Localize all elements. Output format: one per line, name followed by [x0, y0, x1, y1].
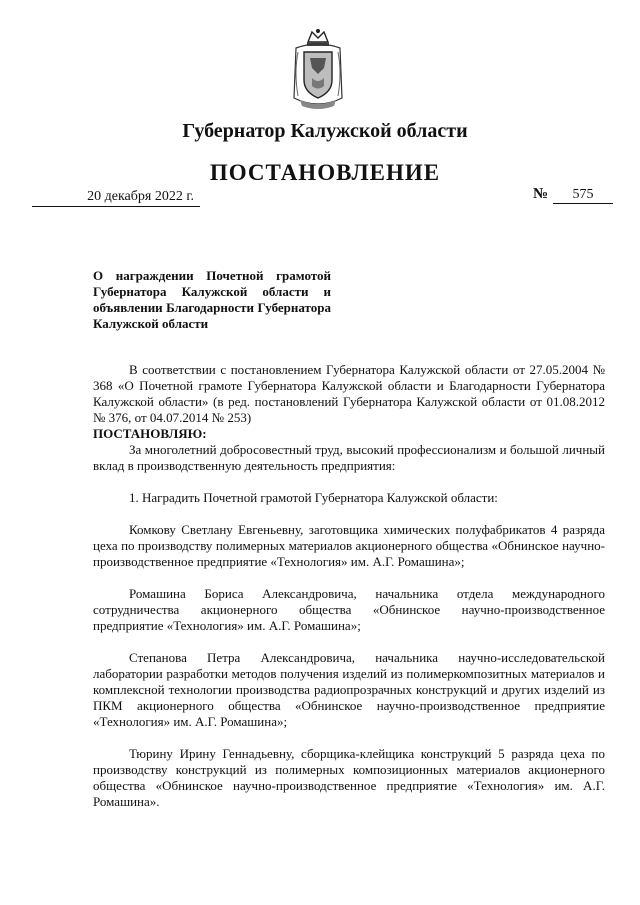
document-body: [93, 362, 605, 810]
preamble: В соответствии с постановлением Губернатора Калужской области от 27.05.2004 № 368 «О Почетной грамоте Губернатора Калужской области и Благодарности Губернатора Калужской области» (в ред. постановлений Губернатора Калужской области от 01.08.2012 № 376, от 04.07.2014 № 253): [93, 362, 605, 425]
awardee-paragraph: Комкову Светлану Евгеньевну, заготовщика химических полуфабрикатов 4 разряда цеха по производству полимерных материалов акционерного общества «Обнинское научно-производственное предприятие «Технология» им. А.Г. Ромашина»;: [93, 522, 605, 569]
awardee-paragraph: Ромашина Бориса Александровича, начальника отдела международного сотрудничества акционерного общества «Обнинское научно-производственное предприятие «Технология» им. А.Г. Ромашина»;: [93, 586, 605, 633]
number-label: №: [533, 186, 549, 202]
document-date: 20 декабря 2022 г.: [32, 188, 200, 207]
awardee-paragraph: Степанова Петра Александровича, начальника научно-исследовательской лаборатории разработки методов получения изделий из полимеркомпозитных материалов и комплексной технологии производства радиопрозрачных конструкций и других изделий из ПКМ акционерного общества «Обнинское научно-производственное предприятие «Технология» им. А.Г. Ромашина»;: [93, 650, 605, 729]
issuer-title: Губернатор Калужской области: [182, 120, 468, 142]
decree-word: ПОСТАНОВЛЯЮ:: [93, 426, 207, 441]
coat-of-arms-icon: [290, 28, 346, 112]
document-subject: О награждении Почетной грамотой Губернатора Калужской области и объявлении Благодарности Губернатора Калужской области: [93, 268, 331, 331]
document-type: ПОСТАНОВЛЕНИЕ: [209, 160, 441, 185]
document-number: 575: [553, 186, 613, 204]
awardee-paragraph: Тюрину Ирину Геннадьевну, сборщика-клейщика конструкций 5 разряда цеха по производству конструкций из полимерных композиционных материалов акционерного общества «Обнинское научно-производственное предприятие «Технология» им. А.Г. Ромашина».: [93, 746, 605, 809]
reason: За многолетний добросовестный труд, высокий профессионализм и большой личный вклад в производственную деятельность предприятия:: [93, 442, 605, 473]
item-1: 1. Наградить Почетной грамотой Губернатора Калужской области:: [129, 490, 498, 505]
